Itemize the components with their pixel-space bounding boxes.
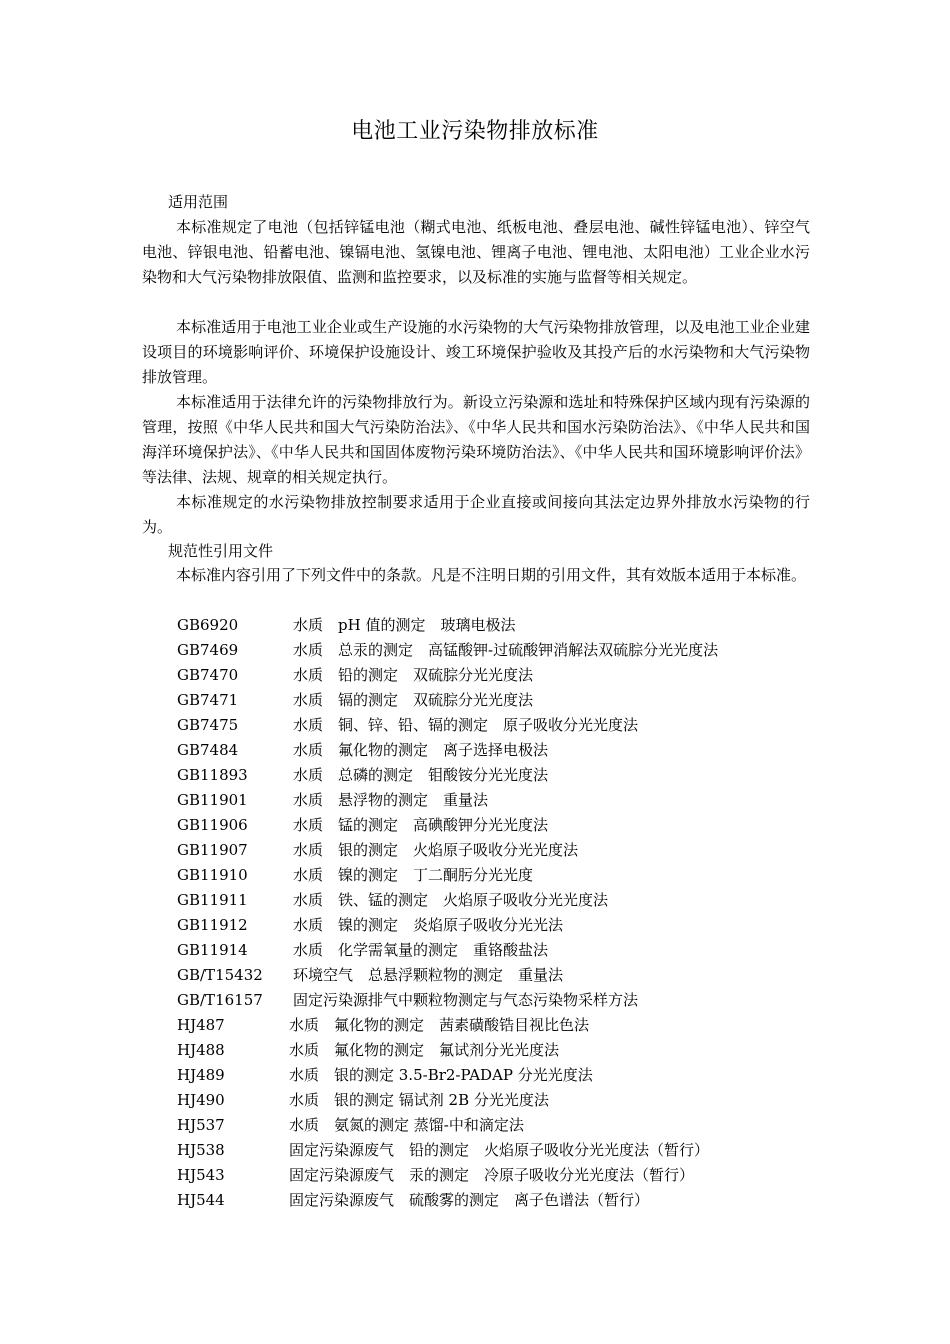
reference-item <box>177 1163 817 1188</box>
reference-description: 水质 氟化物的测定 氟试剂分光光度法 <box>289 1041 560 1059</box>
scope-paragraph-4: 本标准规定的水污染物排放控制要求适用于企业直接或间接向其法定边界外排放水污染物的行为。 <box>142 493 810 536</box>
reference-description: 水质 锰的测定 高碘酸钾分光光度法 <box>293 816 549 834</box>
reference-code: GB11910 <box>177 866 248 884</box>
reference-description: 水质 氨氮的测定 蒸馏-中和滴定法 <box>289 1116 524 1134</box>
reference-code: GB6920 <box>177 616 239 634</box>
reference-item <box>177 1138 817 1163</box>
reference-code: GB/T15432 <box>177 966 263 984</box>
reference-description: 水质 化学需氧量的测定 重铬酸盐法 <box>293 941 549 959</box>
reference-item <box>177 663 817 688</box>
reference-code: HJ487 <box>177 1016 225 1034</box>
reference-item <box>177 688 817 713</box>
reference-code: HJ490 <box>177 1091 225 1109</box>
reference-description: 水质 铅的测定 双硫腙分光光度法 <box>293 666 534 684</box>
reference-code: GB7469 <box>177 641 239 659</box>
reference-description: 固定污染源排气中颗粒物测定与气态污染物采样方法 <box>293 991 639 1009</box>
document-title: 电池工业污染物排放标准 <box>351 119 599 144</box>
reference-item <box>177 1038 817 1063</box>
reference-item <box>177 1113 817 1138</box>
reference-code: HJ489 <box>177 1066 225 1084</box>
reference-description: 水质 铜、锌、铅、镉的测定 原子吸收分光光度法 <box>293 716 639 734</box>
reference-code: GB7470 <box>177 666 239 684</box>
references-intro-paragraph: 本标准内容引用了下列文件中的条款。凡是不注明日期的引用文件，其有效版本适用于本标准。 <box>176 566 807 584</box>
reference-item <box>177 888 817 913</box>
reference-list <box>177 613 817 1213</box>
reference-description: 水质 总汞的测定 高锰酸钾-过硫酸钾消解法双硫腙分光光度法 <box>293 641 719 659</box>
reference-code: GB11912 <box>177 916 248 934</box>
reference-code: GB11901 <box>177 791 248 809</box>
reference-description: 水质 铁、锰的测定 火焰原子吸收分光光度法 <box>293 891 609 909</box>
reference-description: 固定污染源废气 铅的测定 火焰原子吸收分光光度法（暂行） <box>289 1141 710 1159</box>
reference-item <box>177 838 817 863</box>
reference-item <box>177 813 817 838</box>
reference-description: 水质 镍的测定 炎焰原子吸收分光光法 <box>293 916 564 934</box>
reference-description: 水质 pH 值的测定 玻璃电极法 <box>293 616 516 634</box>
reference-code: HJ537 <box>177 1116 225 1134</box>
reference-code: GB11893 <box>177 766 248 784</box>
reference-item <box>177 788 817 813</box>
reference-item <box>177 613 817 638</box>
reference-code: GB11911 <box>177 891 248 909</box>
scope-paragraph-2: 本标准适用于电池工业企业或生产设施的水污染物的大气污染物排放管理，以及电池工业企业建设项目的环境影响评价、环境保护设施设计、竣工环境保护验收及其投产后的水污染物和大气污染物排放管理。 <box>142 318 810 386</box>
reference-code: HJ544 <box>177 1191 225 1209</box>
reference-item <box>177 713 817 738</box>
reference-code: GB7475 <box>177 716 239 734</box>
reference-description: 固定污染源废气 汞的测定 冷原子吸收分光光度法（暂行） <box>289 1166 695 1184</box>
reference-item <box>177 638 817 663</box>
reference-code: GB7484 <box>177 741 239 759</box>
reference-description: 水质 银的测定 火焰原子吸收分光光度法 <box>293 841 579 859</box>
reference-item <box>177 1088 817 1113</box>
reference-code: GB11906 <box>177 816 248 834</box>
reference-description: 水质 氟化物的测定 茜素磺酸锆目视比色法 <box>289 1016 590 1034</box>
reference-description: 水质 镉的测定 双硫腙分光光度法 <box>293 691 534 709</box>
reference-item <box>177 1013 817 1038</box>
reference-item <box>177 863 817 888</box>
section-heading-references: 规范性引用文件 <box>168 542 274 560</box>
reference-item <box>177 1188 817 1213</box>
section-heading-scope: 适用范围 <box>168 193 229 211</box>
reference-description: 水质 总磷的测定 钼酸铵分光光度法 <box>293 766 549 784</box>
reference-description: 固定污染源废气 硫酸雾的测定 离子色谱法（暂行） <box>289 1191 650 1209</box>
reference-code: HJ488 <box>177 1041 225 1059</box>
reference-item <box>177 913 817 938</box>
reference-item <box>177 988 817 1013</box>
reference-item <box>177 938 817 963</box>
reference-description: 水质 氟化物的测定 离子选择电极法 <box>293 741 549 759</box>
reference-description: 水质 悬浮物的测定 重量法 <box>293 791 489 809</box>
reference-item <box>177 963 817 988</box>
reference-code: GB11907 <box>177 841 248 859</box>
reference-code: GB11914 <box>177 941 248 959</box>
reference-description: 水质 银的测定 镉试剂 2B 分光光度法 <box>289 1091 549 1109</box>
reference-item <box>177 1063 817 1088</box>
reference-item <box>177 738 817 763</box>
reference-description: 水质 镍的测定 丁二酮肟分光光度 <box>293 866 534 884</box>
scope-paragraph-3: 本标准适用于法律允许的污染物排放行为。新设立污染源和选址和特殊保护区域内现有污染源的管理，按照《中华人民共和国大气污染防治法》、《中华人民共和国水污染防治法》、《中华人民共和国海洋环境保护法》、《中华人民共和国固体废物污染环境防治法》、《中华人民共和国环境影响评价法》等法律、法规、规章的相关规定执行。 <box>142 393 810 486</box>
reference-code: GB/T16157 <box>177 991 263 1009</box>
reference-item <box>177 763 817 788</box>
reference-code: HJ538 <box>177 1141 225 1159</box>
reference-description: 水质 银的测定 3.5-Br2-PADAP 分光光度法 <box>289 1066 593 1084</box>
scope-paragraph-1: 本标准规定了电池（包括锌锰电池（糊式电池、纸板电池、叠层电池、碱性锌锰电池）、锌空气电池、锌银电池、铅蓄电池、镍镉电池、氢镍电池、锂离子电池、锂电池、太阳电池）工业企业水污染物和大气污染物排放限值、监测和监控要求，以及标准的实施与监督等相关规定。 <box>142 218 810 286</box>
reference-description: 环境空气 总悬浮颗粒物的测定 重量法 <box>293 966 564 984</box>
reference-code: GB7471 <box>177 691 239 709</box>
reference-code: HJ543 <box>177 1166 225 1184</box>
